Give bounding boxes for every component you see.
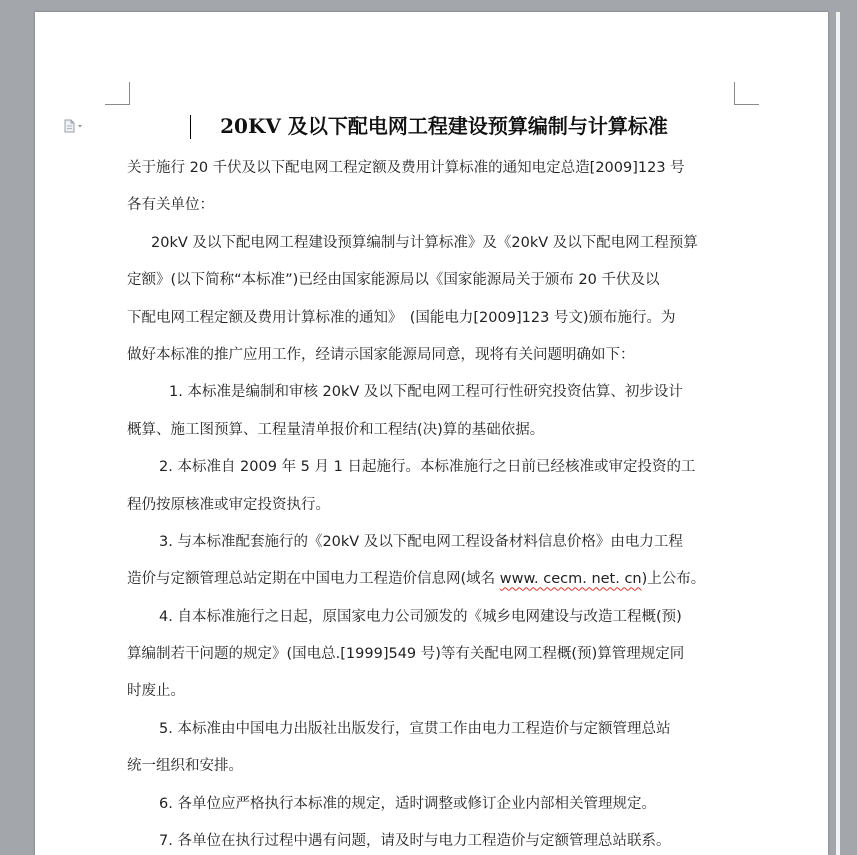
list-item-2-line: 2. 本标准自 2009 年 5 月 1 日起施行。本标准施行之日前已经核准或审定投资的工 [159, 459, 696, 476]
list-item-3-text: )上公布。 [641, 571, 706, 588]
crop-mark-top-right [734, 82, 759, 105]
salutation-line: 各有关单位： [127, 197, 214, 214]
list-item-4-line: 算编制若干问题的规定》(国电总.[1999]549 号)等有关配电网工程概(预)算管理规定同 [127, 646, 685, 663]
list-item-1-line: 1. 本标准是编制和审核 20kV 及以下配电网工程可行性研究投资估算、初步设计 [169, 384, 683, 401]
list-item-3-line [127, 561, 739, 598]
document-dropdown-icon[interactable] [63, 118, 87, 132]
paragraph-line: 20kV 及以下配电网工程建设预算编制与计算标准》及《20kV 及以下配电网工程预算 [151, 234, 698, 251]
document-title: 20KV 及以下配电网工程建设预算编制与计算标准 [220, 114, 668, 138]
list-item-2-line: 程仍按原核准或审定投资执行。 [127, 496, 330, 513]
list-item-3-text: 造价与定额管理总站定期在中国电力工程造价信息网(域名 [127, 571, 500, 588]
list-item-1-line: 概算、施工图预算、工程量清单报价和工程结(决)算的基础依据。 [127, 421, 545, 438]
list-item-6-line: 6. 各单位应严格执行本标准的规定，适时调整或修订企业内部相关管理规定。 [159, 795, 656, 812]
list-item-5-line: 统一组织和安排。 [127, 758, 243, 775]
paragraph-line: 做好本标准的推广应用工作，经请示国家能源局同意，现将有关问题明确如下： [127, 346, 635, 363]
list-item-7-line: 7. 各单位在执行过程中遇有问题，请及时与电力工程造价与定额管理总站联系。 [159, 833, 671, 850]
crop-mark-top-left [105, 82, 130, 105]
domain-name: www. cecm. net. cn [499, 571, 642, 588]
list-item-5-line: 5. 本标准由中国电力出版社出版发行，宣贯工作由电力工程造价与定额管理总站 [159, 720, 671, 737]
list-item-3-line: 3. 与本标准配套施行的《20kV 及以下配电网工程设备材料信息价格》由电力工程 [159, 533, 683, 550]
list-item-4-line: 时废止。 [127, 683, 185, 700]
paragraph-line: 定额》(以下简称“本标准”)已经由国家能源局以《国家能源局关于颁布 20 千伏及以 [127, 272, 660, 289]
notice-reference-line: 关于施行 20 千伏及以下配电网工程定额及费用计算标准的通知电定总造[2009]123 号 [127, 160, 685, 176]
document-page[interactable] [35, 12, 828, 855]
list-item-4-line: 4. 自本标准施行之日起，原国家电力公司颁发的《城乡电网建设与改造工程概(预) [159, 608, 682, 625]
adjacent-page-edge [836, 12, 840, 855]
document-body[interactable] [127, 150, 739, 855]
paragraph-line: 下配电网工程定额及费用计算标准的通知》 (国能电力[2009]123 号文)颁布施行。为 [127, 309, 676, 326]
